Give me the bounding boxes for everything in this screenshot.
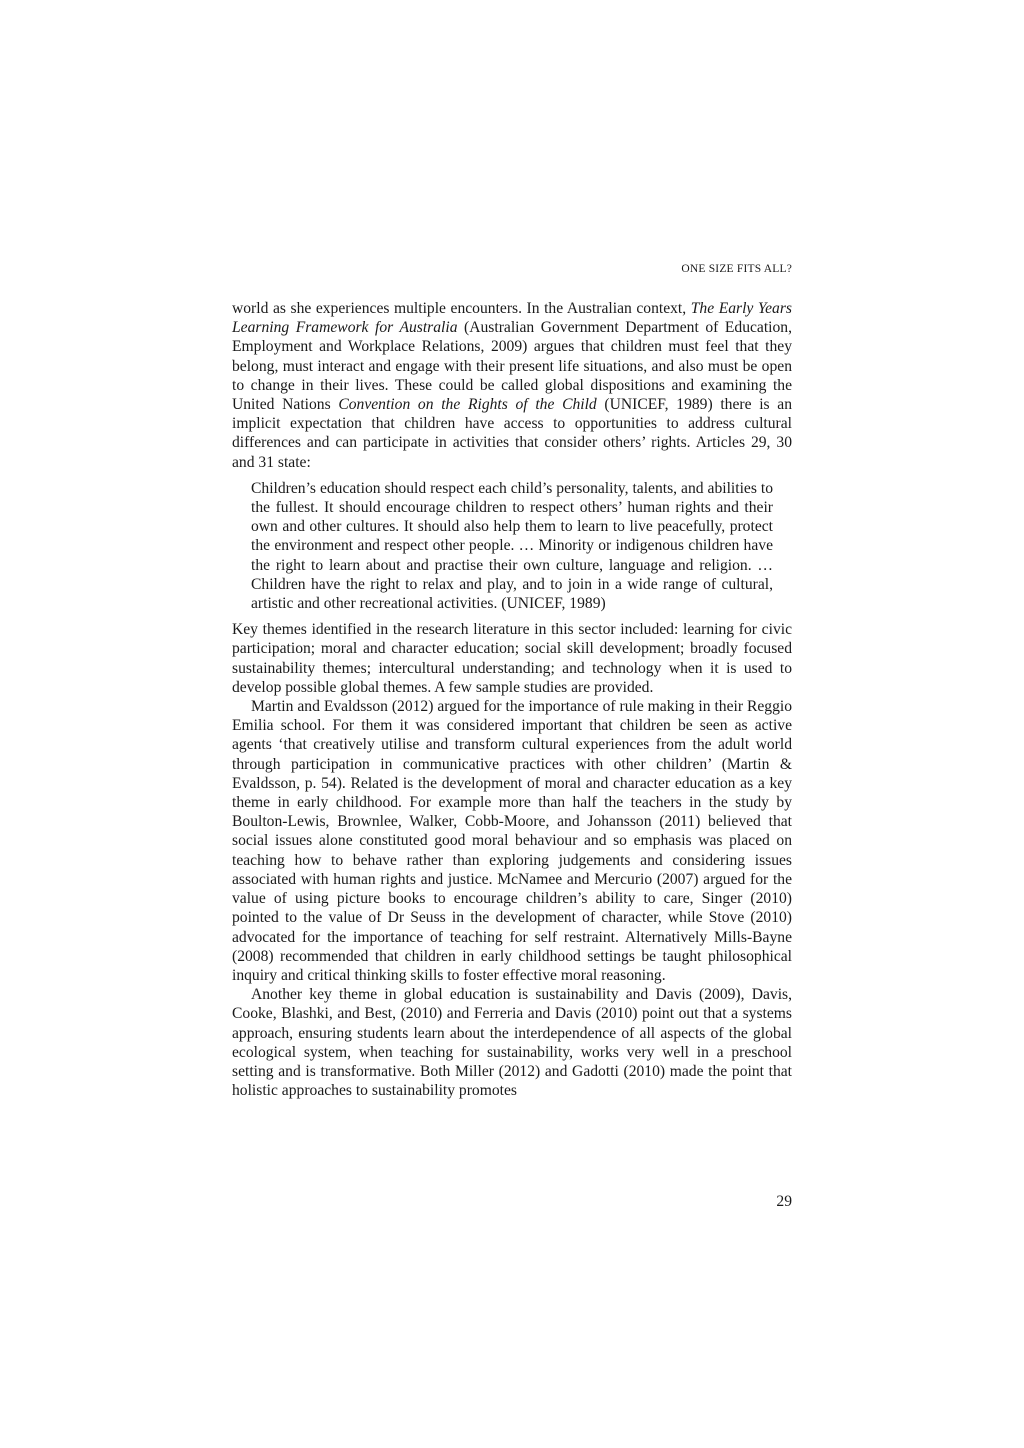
paragraph-moral-education: Martin and Evaldsson (2012) argued for the importance of rule making in their Reggio Emilia school. For them it was considered important that children be seen as active agents ‘that creatively utilise and transform cultural experiences from the adult world through participation in communicative practices with other children’ (Martin & Evaldsson, p. 54). Related is the development of moral and character education as a key theme in early childhood. For example more than half the teachers in the study by Boulton-Lewis, Brownlee, Walker, Cobb-Moore, and Johansson (2011) believed that social issues alone constituted good moral behaviour and so emphasis was placed on teaching how to behave rather than exploring judgements and considering issues associated with human rights and justice. McNamee and Mercurio (2007) argued for the value of using picture books to encourage children’s ability to care, Singer (2010) pointed to the value of Dr Seuss in the development of character, while Stove (2010) advocated for the importance of teaching for self restraint. Alternatively Mills-Bayne (2008) recommended that children in early childhood settings be taught philosophical inquiry and critical thinking skills to foster effective moral reasoning. <box>232 698 792 984</box>
paragraph-key-themes: Key themes identified in the research literature in this sector included: learning for civic participation; moral and character education; social skill development; broadly focused sustainability themes; intercultural understanding; and technology when it is used to develop possible global themes. A few sample studies are provided. <box>232 621 792 696</box>
convention-title: Convention on the Rights of the Child <box>338 396 597 414</box>
book-page <box>232 0 792 1448</box>
paragraph-continued <box>232 299 792 472</box>
block-quote: Children’s education should respect each child’s personality, talents, and abilities to the fullest. It should encourage children to respect others’ human rights and their own and other cultures. It should also help them to learn to live peacefully, protect the environment and respect other people. … Minority or indigenous children have the right to learn about and practise their own culture, language and religion. … Children have the right to relax and play, and to join in a wide range of cultural, artistic and other recreational activities. (UNICEF, 1989) <box>251 479 773 613</box>
paragraph-text: world as she experiences multiple encounters. In the Australian context, <box>232 300 691 317</box>
running-header: ONE SIZE FITS ALL? <box>681 263 792 275</box>
paragraph-text: (UNICEF, 1989) there is an implicit expectation that children have access to opportunities to address cultural differences and can participate in activities that consider others’ rights. Articles 29, 30 and 31 state: <box>232 396 793 471</box>
body-text <box>232 299 792 1100</box>
page-number: 29 <box>776 1193 792 1210</box>
paragraph-text: (Australian Government Department of Education, Employment and Workplace Relations, 2009) argues that children must feel that they belong, must interact and engage with their present life situations, and also must be open to change in their lives. These could be called global dispositions and examining the United Nations <box>232 319 792 414</box>
paragraph-sustainability: Another key theme in global education is sustainability and Davis (2009), Davis, Cooke, Blashki, and Best, (2010) and Ferreria and Davis (2010) point out that a systems approach, ensuring students learn about the interdependence of all aspects of the global ecological system, when teaching for sustainability, works very well in a preschool setting and is transformative. Both Miller (2012) and Gadotti (2010) made the point that holistic approaches to sustainability promotes <box>232 986 792 1100</box>
framework-title: The Early Years Learning Framework for Australia <box>232 300 792 337</box>
